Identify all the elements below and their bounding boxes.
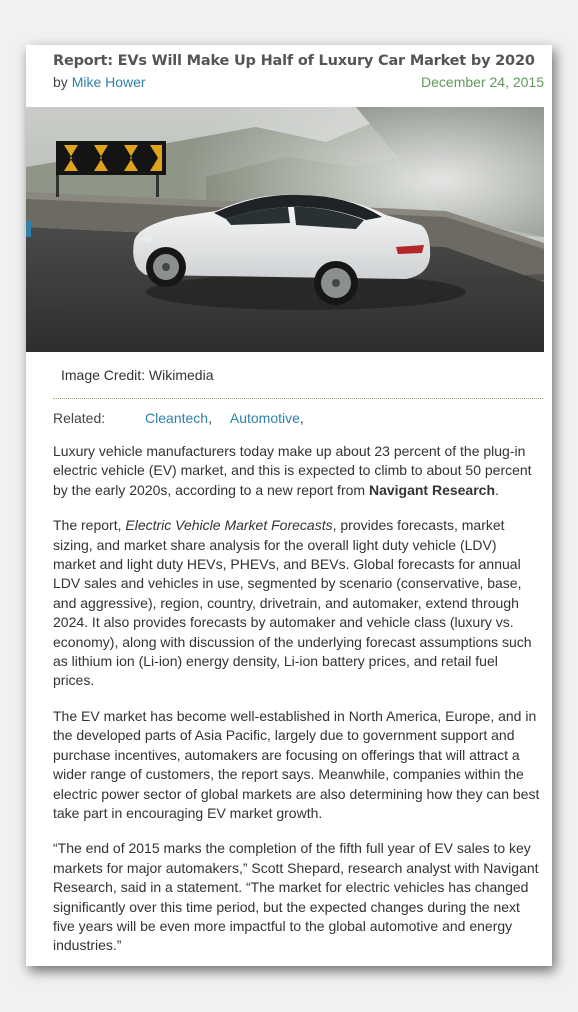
- navigant-research-bold: Navigant Research: [368, 481, 496, 498]
- paragraph-1: Luxury vehicle manufacturers today make up about 23 percent of the plug-in electric vehicle (EV) market, and this is expected to climb to about 50 percent by the early 2020s, according to a new report from Navigant Research.: [53, 443, 532, 498]
- paragraph-4: “The end of 2015 marks the completion of the fifth full year of EV sales to key markets for major automakers,” Scott Shepard, research analyst with Navigant Research, said in a statement. “The market for electric vehicles has changed significantly over this time period, but the expected changes during the next five years will be even more impactful to the global automotive and energy industries.”: [53, 840, 539, 954]
- tag-link-cleantech[interactable]: Cleantech: [145, 410, 209, 426]
- article-photo: [26, 107, 544, 352]
- tag-separator: ,: [208, 410, 212, 426]
- article-card: [26, 45, 552, 966]
- related-tags: [53, 410, 304, 426]
- report-title-italic: Electric Vehicle Market Forecasts: [125, 517, 333, 534]
- paragraph-2: The report, Electric Vehicle Market Forecasts, provides forecasts, market sizing, and market share analysis for the overall light duty vehicle (LDV) market and light duty HEVs, PHEVs, and BEVs. Global forecasts for annual LDV sales and vehicles in use, segmented by scenario (conservative, base, and aggressive), region, country, drivetrain, and automaker, extend through 2024. It also provides forecasts by automaker and vehicle class (luxury vs. economy), along with discussion of the underlying forecast assumptions such as lithium ion (Li-ion) energy density, Li-ion battery prices, and retail fuel prices.: [53, 517, 532, 689]
- related-label: Related:: [53, 410, 106, 426]
- divider: [53, 398, 543, 399]
- image-edge-marker: [26, 221, 31, 237]
- image-credit: Image Credit: Wikimedia: [61, 367, 214, 383]
- tag-link-automotive[interactable]: Automotive: [229, 410, 300, 426]
- publish-date: December 24, 2015: [421, 74, 544, 90]
- article-title: Report: EVs Will Make Up Half of Luxury Car Market by 2020: [53, 53, 535, 69]
- paragraph-3: The EV market has become well-established in North America, Europe, and in the developed parts of Asia Pacific, largely due to government support and purchase incentives, automakers are focusing on offerings that will attract a wider range of customers, the report says. Meanwhile, companies within the electric power sector of global markets are also determining how they can best take part in encouraging EV market growth.: [53, 707, 540, 821]
- author-link[interactable]: Mike Hower: [71, 74, 146, 90]
- tag-separator: ,: [299, 410, 304, 426]
- by-label: by: [53, 74, 68, 90]
- byline: [53, 74, 146, 90]
- article-body: [53, 442, 541, 966]
